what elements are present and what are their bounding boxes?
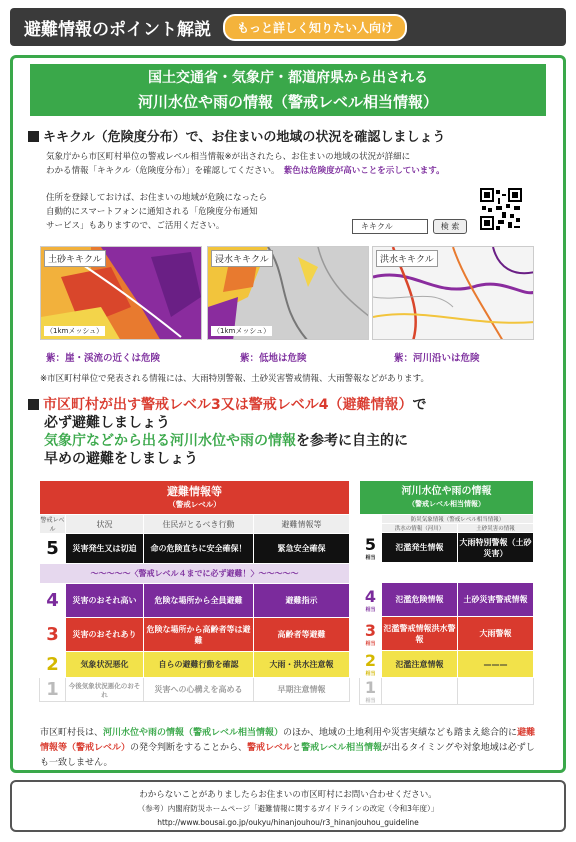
action-1: 災害への心構えを高める xyxy=(144,678,254,702)
status-1: 今後気象状況悪化のおそれ xyxy=(66,678,144,702)
footer-line1: わからないことがありましたらお住まいの市区町村にお問い合わせください。 xyxy=(139,790,437,800)
reg-line2: 自動的にスマートフォンに通知される「危険度分布通知 xyxy=(46,207,258,217)
tl-subtitle: （警戒レベル） xyxy=(168,499,221,509)
river-rain-table xyxy=(359,480,534,705)
tr-level-2-num: 2 xyxy=(364,651,377,670)
evac-line4: 早めの避難をしましょう xyxy=(44,451,198,467)
level-1: 1 xyxy=(40,678,66,702)
status-3: 災害のおそれあり xyxy=(66,618,144,652)
action-3: 危険な場所から高齢者等は避難 xyxy=(144,618,254,652)
status-2: 気象状況悪化 xyxy=(66,652,144,678)
info-4: 避難指示 xyxy=(254,584,350,618)
table-right-title xyxy=(360,481,534,515)
box-title-line2: 河川水位や雨の情報（警戒レベル相当情報） xyxy=(137,93,438,111)
ft-p9: 警戒レベル相当 xyxy=(301,743,365,753)
ft-p5: 避難情報等（警戒レベル） xyxy=(40,728,536,753)
shinsui-caption: 紫：低地は危険 xyxy=(240,353,307,364)
kikikuru-heading xyxy=(28,126,445,145)
tr-blank-head2 xyxy=(360,524,382,533)
tr-level-1-num: 1 xyxy=(364,678,377,697)
level-5: 5 xyxy=(40,534,66,564)
ft-p2: 河川水位や雨の情報（警戒レベル相当情報） xyxy=(103,728,284,738)
dosha-caption: 紫：崖・渓流の近くは危険 xyxy=(46,353,161,364)
tr-head2a: 洪水の情報（河川） xyxy=(382,524,458,533)
level-4: 4 xyxy=(40,584,66,618)
kouzui-map-label: 洪水キキクル xyxy=(376,250,438,267)
action-2: 自らの避難行動を確認 xyxy=(144,652,254,678)
tr-level-4 xyxy=(360,583,382,617)
table-left-title xyxy=(40,481,350,515)
reg-line1: 住所を登録しておけば、お住まいの地域が危険になったら xyxy=(46,193,268,203)
tr-level-4-suffix: 相当 xyxy=(365,606,376,613)
footer-url-link[interactable]: http://www.bousai.go.jp/oukyu/hinanjouhou/r3_hinanjouhou_guideline xyxy=(157,818,419,827)
th-action: 住民がとるべき行動 xyxy=(144,515,254,534)
shinsui-map xyxy=(207,246,369,340)
th-info: 避難情報等 xyxy=(254,515,350,534)
search-button[interactable]: 検 索 xyxy=(433,219,467,234)
th-status: 状況 xyxy=(66,515,144,534)
evac-line1-tail: で xyxy=(412,397,427,413)
ft-p3: のほか、地域の土地利用や災害実績なども xyxy=(283,728,455,738)
tr-level-2 xyxy=(360,651,382,678)
purple-note: 紫色は危険度が高いことを示しています。 xyxy=(283,166,445,176)
evac-line3-green: 気象庁などから出る河川水位や雨の情報 xyxy=(44,433,296,449)
status-5: 災害発生又は切迫 xyxy=(66,534,144,564)
footnote: ※市区町村単位で発表される情報には、大雨特別警報、土砂災害警戒情報、大雨警報などがあります。 xyxy=(40,374,429,384)
tr-b-3: 大雨警報 xyxy=(458,617,534,651)
ft-p10: 情報 xyxy=(364,743,383,753)
evac-level-table xyxy=(39,480,350,702)
ft-p7: 警戒レベル xyxy=(247,743,293,753)
tr-head2b: 土砂災害の情報 xyxy=(458,524,534,533)
evac-line1-red: 市区町村が出す警戒レベル3又は警戒レベル4（避難情報） xyxy=(43,397,413,413)
info-2: 大雨・洪水注意報 xyxy=(254,652,350,678)
tr-level-1-suffix: 相当 xyxy=(365,698,376,704)
footer-box xyxy=(10,780,566,832)
tr-level-3-num: 3 xyxy=(364,620,377,640)
kouzui-map xyxy=(372,246,534,340)
tr-a-5: 氾濫発生情報 xyxy=(382,533,458,563)
box-title-line1: 国土交通省・気象庁・都道府県から出される xyxy=(148,70,428,86)
action-5: 命の危険直ちに安全確保！ xyxy=(144,534,254,564)
square-bullet-icon xyxy=(28,131,39,142)
kikikuru-heading-text: キキクル（危険度分布）で、お住まいの地域の状況を確認しましょう xyxy=(43,130,446,145)
dosha-map-scale: （1kmメッシュ） xyxy=(46,327,104,335)
search-input[interactable]: キキクル xyxy=(352,219,428,234)
reg-line3: サービス」もありますので、ご活用ください。 xyxy=(46,221,225,231)
tr-a-4: 氾濫危険情報 xyxy=(382,583,458,617)
level-2: 2 xyxy=(40,652,66,678)
level-3: 3 xyxy=(40,618,66,652)
info-3: 高齢者等避難 xyxy=(254,618,350,652)
kouzui-caption: 紫：河川沿いは危険 xyxy=(394,353,480,364)
tr-b-4: 土砂災害警戒情報 xyxy=(458,583,534,617)
mayor-note xyxy=(40,726,536,771)
tr-blank-head xyxy=(360,515,382,524)
tr-level-5 xyxy=(360,533,382,563)
shinsui-map-label: 浸水キキクル xyxy=(211,250,273,267)
th-level: 警戒レベル xyxy=(40,515,66,534)
ft-p1: 市区町村長は、 xyxy=(40,728,104,738)
shinsui-map-scale: （1kmメッシュ） xyxy=(213,327,271,335)
tr-level-5-num: 5 xyxy=(364,534,377,554)
tr-level-2-suffix: 相当 xyxy=(365,671,376,677)
ft-p4: 踏まえ総合的に xyxy=(454,728,518,738)
evac-heading xyxy=(28,396,426,468)
kikikuru-desc-line1: 気象庁から市区町村単位の警戒レベル相当情報※が出されたら、お住まいの地域の状況が詳細に xyxy=(46,152,411,162)
action-4: 危険な場所から全員避難 xyxy=(144,584,254,618)
tr-b-1 xyxy=(458,678,534,705)
info-5: 緊急安全確保 xyxy=(254,534,350,564)
box-title xyxy=(30,64,546,116)
ft-p6: の発令判断をすることから、 xyxy=(130,743,248,753)
tl-title: 避難情報等 xyxy=(167,484,222,498)
footer-line2: （参考）内閣府防災ホームページ「避難情報に関するガイドラインの改定（令和3年度）」 xyxy=(137,804,439,813)
tr-b-5: 大雨特別警報（土砂災害） xyxy=(458,533,534,563)
qr-code-icon[interactable] xyxy=(480,188,522,230)
ft-p11: が出るタイミングや対象地域は必ずしも一致しません。 xyxy=(40,743,535,768)
tr-level-3-suffix: 相当 xyxy=(365,640,376,647)
square-bullet-icon xyxy=(28,399,39,410)
tr-level-3 xyxy=(360,617,382,651)
info-1: 早期注意情報 xyxy=(254,678,350,702)
tr-subtitle: （警戒レベル相当情報） xyxy=(408,499,485,508)
tr-a-3: 氾濫警戒情報洪水警報 xyxy=(382,617,458,651)
tr-a-2: 氾濫注意情報 xyxy=(382,651,458,678)
dosha-map xyxy=(40,246,202,340)
tr-head1: 防災気象情報（警戒レベル相当情報） xyxy=(382,515,534,524)
tr-title: 河川水位や雨の情報 xyxy=(401,485,492,497)
ft-p8: と xyxy=(292,743,302,753)
evac-line3-tail: を参考に自主的に xyxy=(296,433,408,449)
kikikuru-desc-line2: わかる情報「キキクル（危険度分布）」を確認してください。 xyxy=(46,166,276,176)
evac-banner: 〜〜〜〜〜〈警戒レベル４までに必ず避難！〉〜〜〜〜〜 xyxy=(40,564,350,584)
tr-level-1 xyxy=(360,678,382,705)
registration-text xyxy=(46,191,267,233)
tr-spacer xyxy=(360,563,534,583)
header-pill: もっと詳しく知りたい人向け xyxy=(223,14,407,41)
evac-line2: 必ず避難しましょう xyxy=(44,415,170,431)
header-title: 避難情報のポイント解説 xyxy=(24,19,211,40)
tr-level-4-num: 4 xyxy=(364,586,377,606)
header-bar xyxy=(10,8,566,46)
dosha-map-label: 土砂キキクル xyxy=(44,250,106,267)
tr-level-5-suffix: 相当 xyxy=(365,554,376,561)
tr-a-1 xyxy=(382,678,458,705)
kikikuru-desc xyxy=(46,150,445,178)
tr-b-2: ——— xyxy=(458,651,534,678)
status-4: 災害のおそれ高い xyxy=(66,584,144,618)
